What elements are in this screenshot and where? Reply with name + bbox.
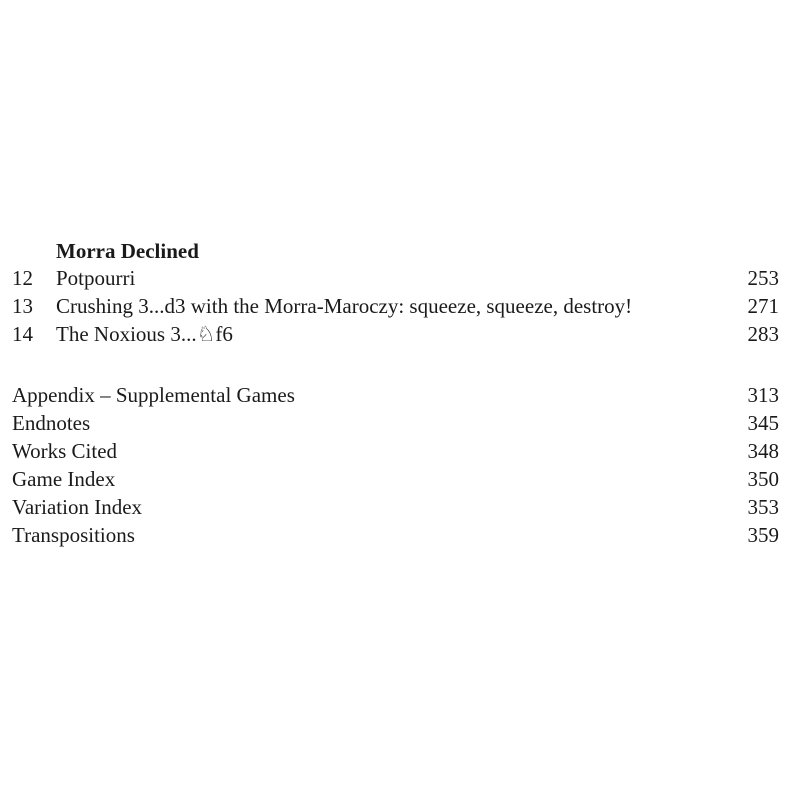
section-heading: Morra Declined: [56, 239, 199, 263]
toc-entry-endnotes[interactable]: [0, 409, 800, 437]
chapter-title: Crushing 3...d3 with the Morra-Maroczy: squeeze, squeeze, destroy!: [56, 294, 633, 318]
page-number: 283: [747, 322, 779, 346]
toc-entry-chapter-12[interactable]: [0, 264, 800, 292]
page-number: 313: [747, 383, 779, 407]
chapter-number: 12: [12, 266, 33, 290]
page-number: 348: [747, 439, 779, 463]
page-number: 253: [747, 266, 779, 290]
chapter-number: 13: [12, 294, 33, 318]
entry-title: Appendix – Supplemental Games: [12, 383, 295, 407]
page-number: 350: [747, 467, 779, 491]
toc-entry-appendix[interactable]: [0, 381, 800, 409]
page-number: 359: [747, 523, 779, 547]
chapter-title: Potpourri: [56, 266, 136, 290]
entry-title: Works Cited: [12, 439, 118, 463]
page-number: 345: [747, 411, 779, 435]
toc-entry-chapter-13[interactable]: [0, 292, 800, 320]
entry-title: Transpositions: [12, 523, 135, 547]
toc-entry-chapter-14[interactable]: [0, 320, 800, 348]
chapter-title: The Noxious 3...♘f6: [56, 322, 233, 346]
entry-title: Variation Index: [12, 495, 143, 519]
entry-title: Endnotes: [12, 411, 91, 435]
page-number: 271: [747, 294, 779, 318]
entry-title: Game Index: [12, 467, 116, 491]
page-number: 353: [747, 495, 779, 519]
toc-entry-transpositions[interactable]: [0, 521, 800, 549]
toc-entry-variation-index[interactable]: [0, 493, 800, 521]
toc-entry-game-index[interactable]: [0, 465, 800, 493]
chapter-number: 14: [12, 322, 33, 346]
toc-entry-works-cited[interactable]: [0, 437, 800, 465]
